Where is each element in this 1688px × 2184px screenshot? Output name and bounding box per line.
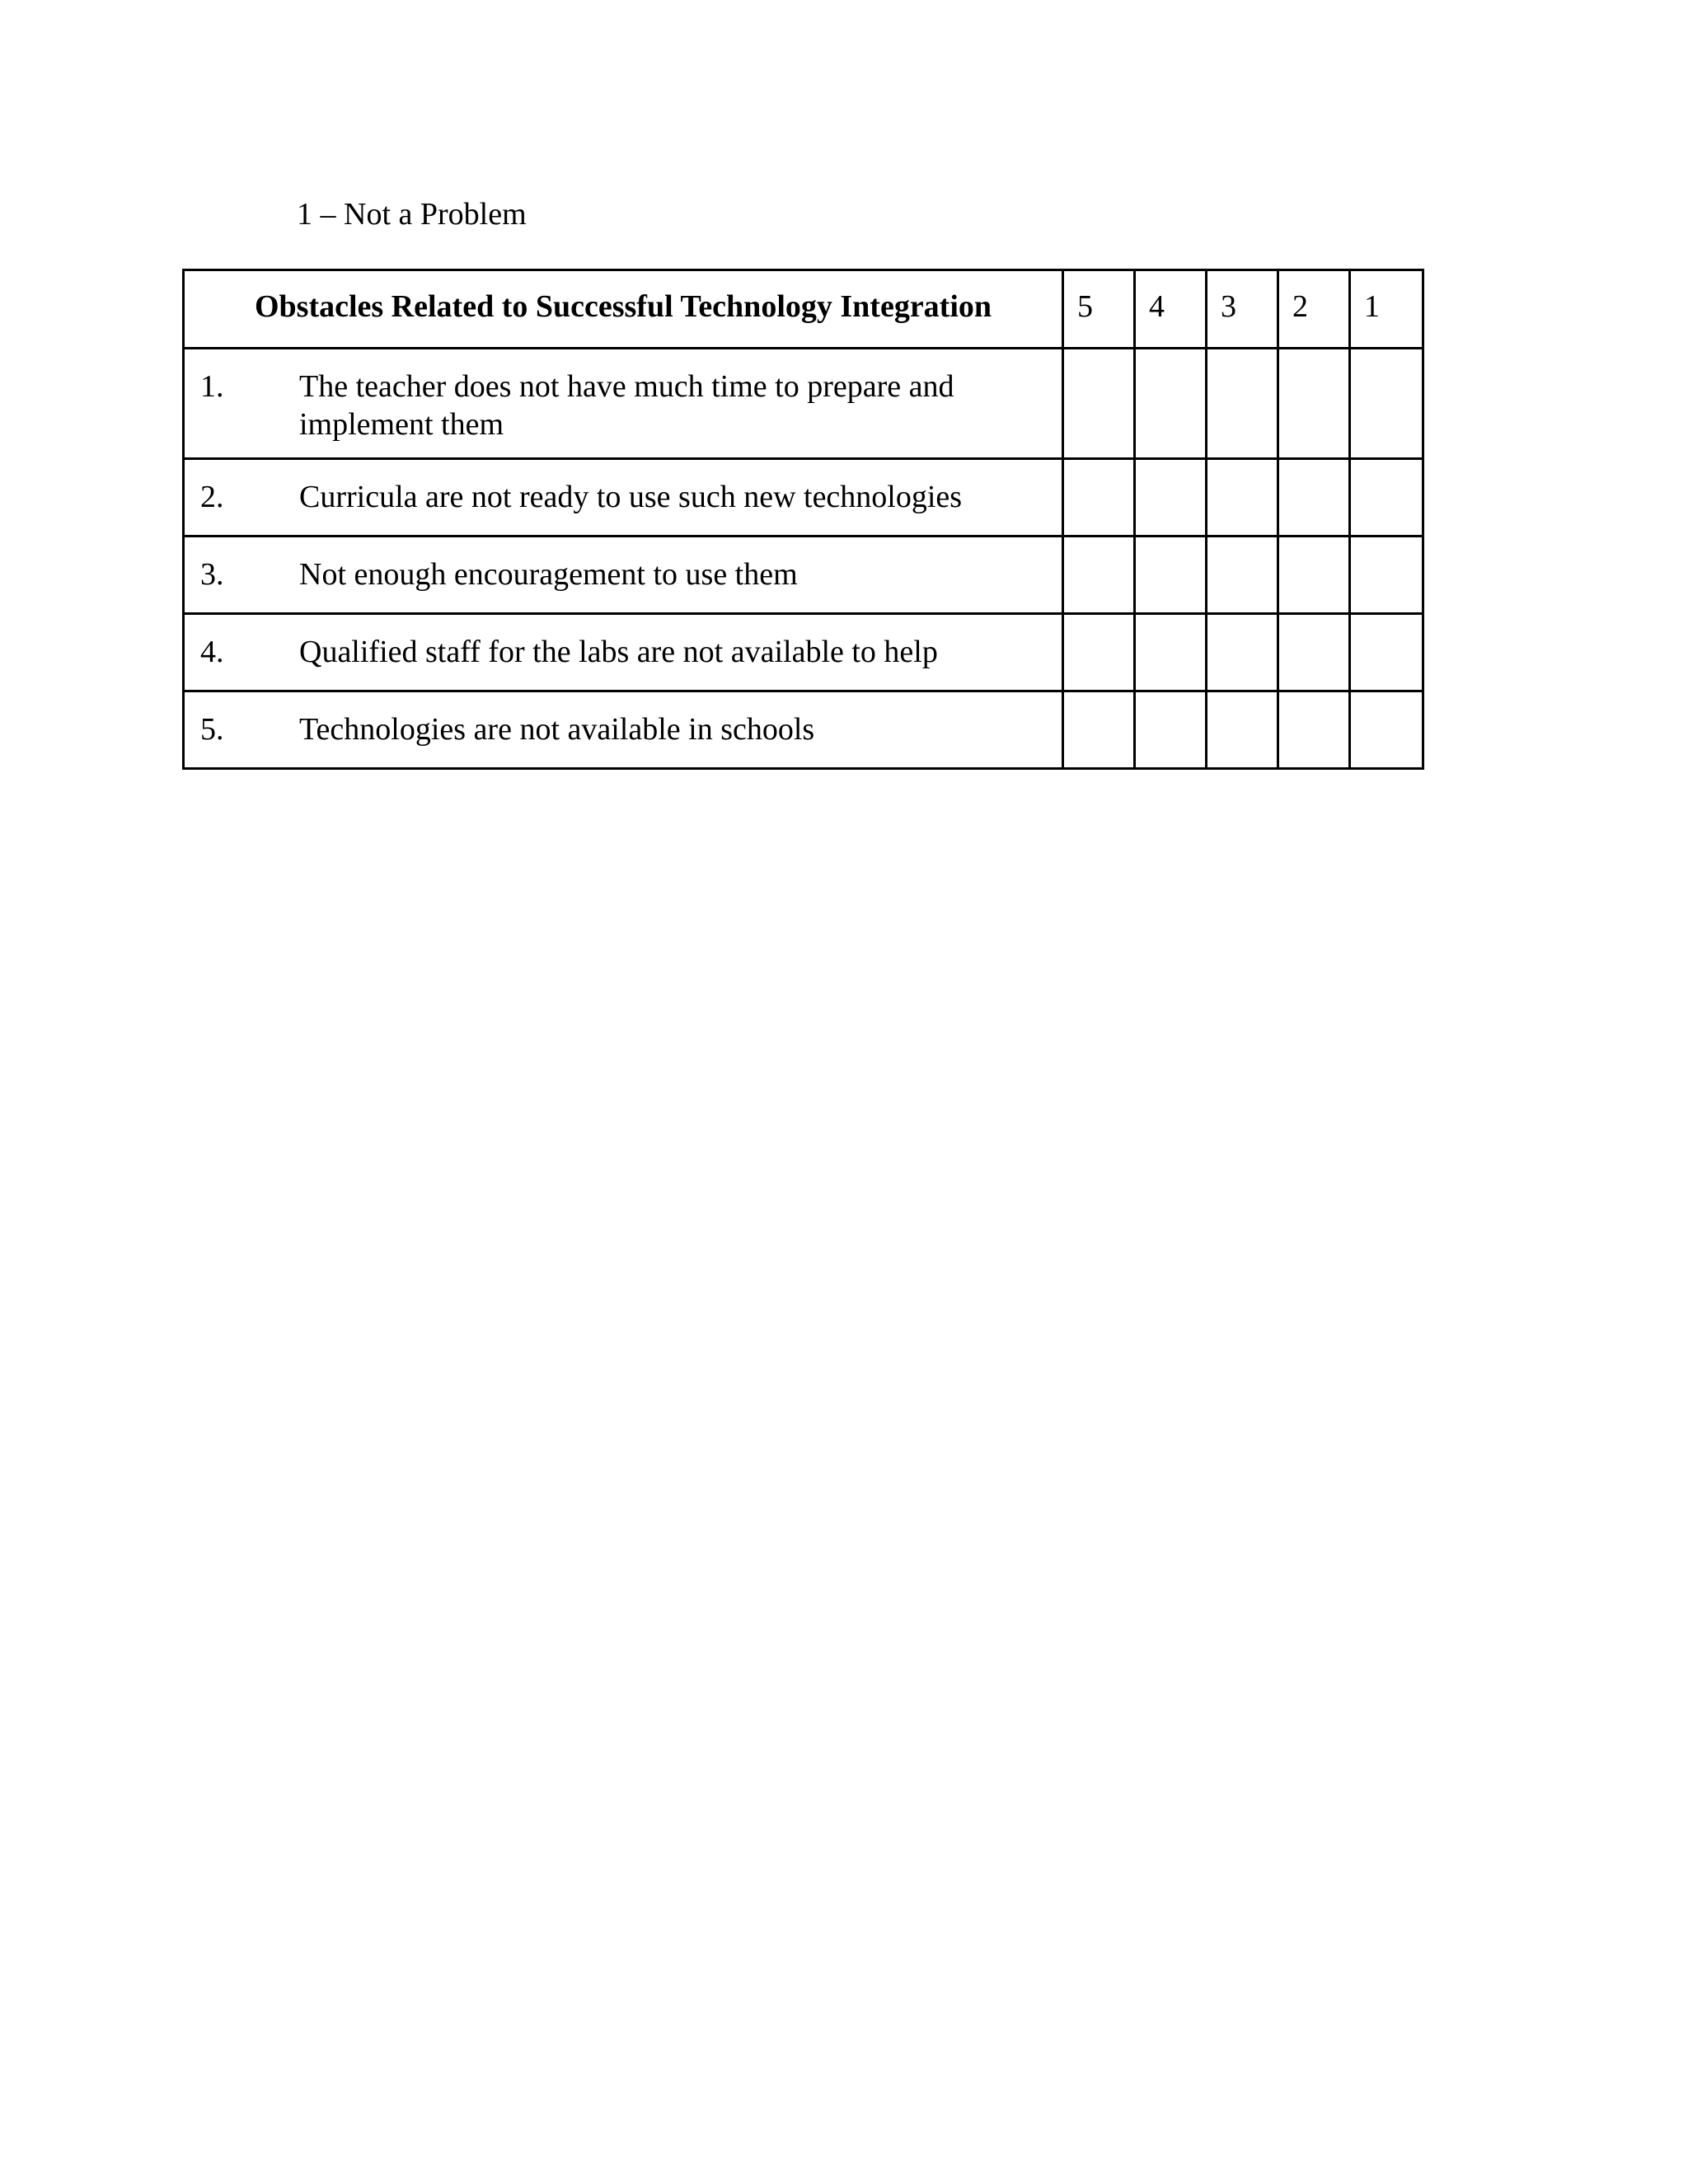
rating-cell-2[interactable] [1278, 349, 1350, 459]
table-row [184, 349, 1423, 459]
item-text: Not enough encouragement to use them [299, 557, 798, 592]
item-text: The teacher does not have much time to prepare and implement them [299, 369, 954, 442]
rating-cell-5[interactable] [1063, 614, 1135, 691]
rating-cell-1[interactable] [1350, 691, 1423, 769]
rating-cell-3[interactable] [1207, 459, 1278, 537]
rating-cell-1[interactable] [1350, 459, 1423, 537]
rating-cell-3[interactable] [1207, 537, 1278, 614]
item-number: 5. [200, 712, 224, 747]
rating-cell-4[interactable] [1135, 614, 1207, 691]
item-text: Qualified staff for the labs are not available to help [299, 635, 938, 669]
rating-cell-1[interactable] [1350, 537, 1423, 614]
rating-cell-1[interactable] [1350, 349, 1423, 459]
rating-cell-3[interactable] [1207, 349, 1278, 459]
item-number: 2. [200, 480, 224, 514]
table-row [184, 614, 1423, 691]
rating-cell-5[interactable] [1063, 537, 1135, 614]
rating-cell-5[interactable] [1063, 459, 1135, 537]
rating-cell-5[interactable] [1063, 691, 1135, 769]
item-text: Technologies are not available in schools [299, 712, 815, 747]
obstacles-survey-table [182, 269, 1424, 770]
rating-cell-2[interactable] [1278, 459, 1350, 537]
rating-cell-2[interactable] [1278, 537, 1350, 614]
rating-header-2: 2 [1278, 270, 1350, 349]
item-text: Curricula are not ready to use such new technologies [299, 480, 963, 514]
rating-cell-1[interactable] [1350, 614, 1423, 691]
rating-cell-2[interactable] [1278, 691, 1350, 769]
rating-header-5: 5 [1063, 270, 1135, 349]
table-row [184, 691, 1423, 769]
obstacle-item [184, 691, 1063, 769]
scale-legend-not-a-problem: 1 – Not a Problem [297, 197, 527, 232]
rating-cell-4[interactable] [1135, 537, 1207, 614]
rating-cell-4[interactable] [1135, 459, 1207, 537]
rating-cell-4[interactable] [1135, 349, 1207, 459]
rating-cell-3[interactable] [1207, 614, 1278, 691]
rating-header-3: 3 [1207, 270, 1278, 349]
table-header-title: Obstacles Related to Successful Technology Integration [184, 270, 1063, 349]
rating-header-1: 1 [1350, 270, 1423, 349]
obstacle-item [184, 537, 1063, 614]
rating-cell-5[interactable] [1063, 349, 1135, 459]
rating-cell-2[interactable] [1278, 614, 1350, 691]
item-number: 3. [200, 557, 224, 592]
table-row [184, 459, 1423, 537]
table-header-row [184, 270, 1423, 349]
obstacle-item [184, 459, 1063, 537]
rating-cell-3[interactable] [1207, 691, 1278, 769]
obstacle-item [184, 349, 1063, 459]
item-number: 4. [200, 635, 224, 669]
table-row [184, 537, 1423, 614]
item-number: 1. [200, 369, 224, 404]
rating-cell-4[interactable] [1135, 691, 1207, 769]
obstacle-item [184, 614, 1063, 691]
rating-header-4: 4 [1135, 270, 1207, 349]
